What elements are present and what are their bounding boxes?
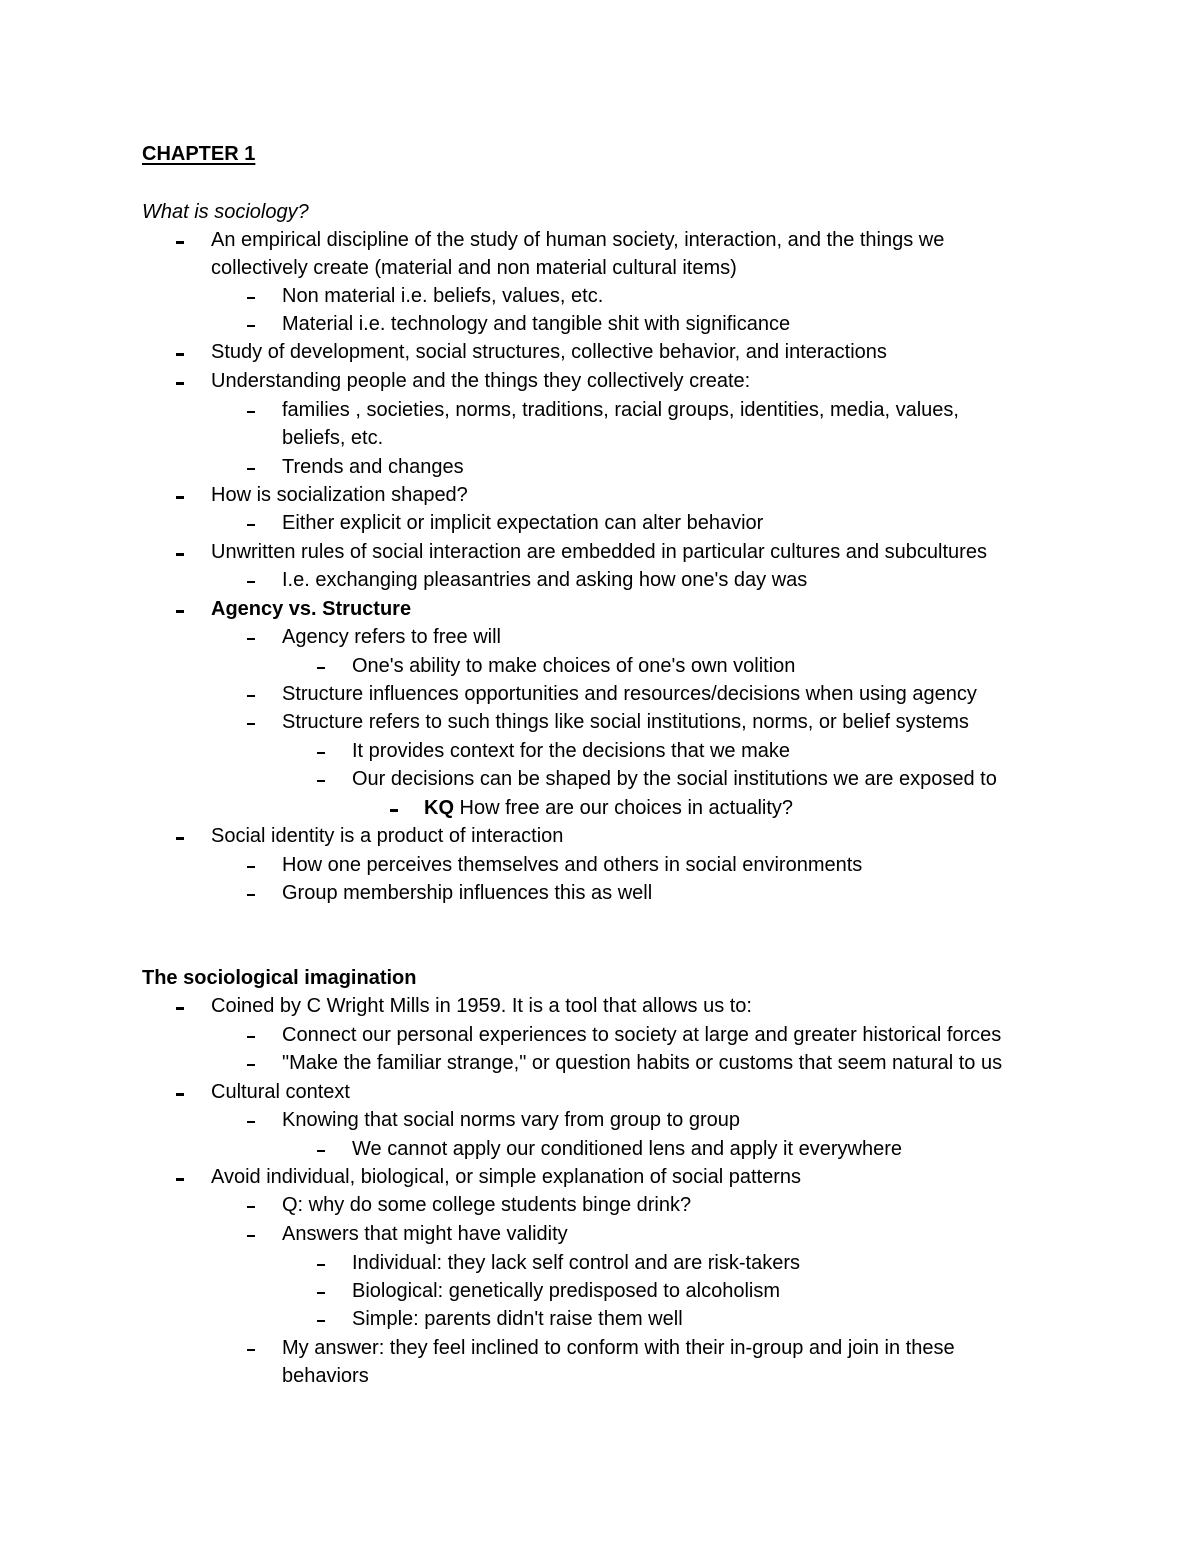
- list-item-agency-structure: Agency vs. Structure: [211, 598, 412, 620]
- list-item: Unwritten rules of social interaction are embedded in particular cultures and subcultures: [211, 541, 987, 563]
- list-item-continuation: collectively create (material and non material cultural items): [211, 257, 737, 279]
- bullet-dash: [176, 382, 184, 385]
- list-item: Q: why do some college students binge drink?: [282, 1194, 692, 1216]
- list-item: Either explicit or implicit expectation can alter behavior: [282, 512, 764, 534]
- list-item: I.e. exchanging pleasantries and asking how one's day was: [282, 569, 808, 591]
- list-item: Knowing that social norms vary from group to group: [282, 1109, 740, 1131]
- bullet-dash: [317, 1264, 325, 1266]
- kq-label: KQ: [424, 797, 454, 819]
- bullet-dash: [247, 1036, 255, 1038]
- list-item: How one perceives themselves and others in social environments: [282, 854, 863, 876]
- list-item: Non material i.e. beliefs, values, etc.: [282, 285, 604, 307]
- bullet-dash: [247, 1235, 255, 1237]
- bullet-dash: [247, 581, 255, 583]
- bullet-dash: [317, 752, 325, 754]
- list-item: Structure influences opportunities and resources/decisions when using agency: [282, 683, 977, 705]
- bullet-dash: [176, 1007, 184, 1010]
- bullet-dash: [176, 496, 184, 499]
- list-item-kq: [424, 794, 793, 822]
- bullet-dash: [247, 695, 255, 697]
- bullet-dash: [176, 353, 184, 356]
- list-item: Structure refers to such things like social institutions, norms, or belief systems: [282, 711, 969, 733]
- bullet-dash: [317, 1150, 325, 1152]
- list-item-continuation: behaviors: [282, 1365, 369, 1387]
- bullet-dash: [390, 809, 398, 812]
- list-item: Agency refers to free will: [282, 626, 501, 648]
- bullet-dash: [247, 1121, 255, 1123]
- bullet-dash: [176, 553, 184, 556]
- list-item: families , societies, norms, traditions, racial groups, identities, media, values,: [282, 399, 959, 421]
- bullet-dash: [317, 780, 325, 782]
- list-item: "Make the familiar strange," or question habits or customs that seem natural to us: [282, 1052, 1003, 1074]
- bullet-dash: [317, 667, 325, 669]
- list-item-continuation: beliefs, etc.: [282, 427, 384, 449]
- bullet-dash: [247, 524, 255, 526]
- list-item: Group membership influences this as well: [282, 882, 653, 904]
- list-item: Simple: parents didn't raise them well: [352, 1308, 683, 1330]
- list-item: We cannot apply our conditioned lens and apply it everywhere: [352, 1138, 902, 1160]
- list-item: Answers that might have validity: [282, 1223, 568, 1245]
- list-item: Biological: genetically predisposed to alcoholism: [352, 1280, 781, 1302]
- list-item: My answer: they feel inclined to conform with their in-group and join in these: [282, 1337, 955, 1359]
- bullet-dash: [247, 325, 255, 327]
- list-item: Material i.e. technology and tangible shit with significance: [282, 313, 791, 335]
- bullet-dash: [247, 1064, 255, 1066]
- section-heading-what-is-sociology: What is sociology?: [142, 201, 309, 223]
- bullet-dash: [247, 723, 255, 725]
- bullet-dash: [317, 1292, 325, 1294]
- chapter-title: CHAPTER 1: [142, 143, 256, 165]
- bullet-dash: [247, 468, 255, 470]
- bullet-dash: [247, 1206, 255, 1208]
- list-item: Trends and changes: [282, 456, 464, 478]
- list-item: Individual: they lack self control and are risk-takers: [352, 1252, 800, 1274]
- kq-question: How free are our choices in actuality?: [454, 797, 794, 819]
- list-item: It provides context for the decisions that we make: [352, 740, 790, 762]
- list-item: How is socialization shaped?: [211, 484, 468, 506]
- bullet-dash: [317, 1320, 325, 1322]
- bullet-dash: [247, 866, 255, 868]
- list-item: Avoid individual, biological, or simple explanation of social patterns: [211, 1166, 801, 1188]
- bullet-dash: [247, 894, 255, 896]
- list-item: Coined by C Wright Mills in 1959. It is a tool that allows us to:: [211, 995, 752, 1017]
- list-item: Connect our personal experiences to society at large and greater historical forces: [282, 1024, 1002, 1046]
- bullet-dash: [176, 837, 184, 840]
- list-item: An empirical discipline of the study of human society, interaction, and the things we: [211, 229, 945, 251]
- bullet-dash: [247, 297, 255, 299]
- bullet-dash: [247, 638, 255, 640]
- bullet-dash: [247, 411, 255, 413]
- list-item: Our decisions can be shaped by the social institutions we are exposed to: [352, 768, 997, 790]
- section-heading-sociological-imagination: The sociological imagination: [142, 967, 417, 989]
- list-item: One's ability to make choices of one's own volition: [352, 655, 796, 677]
- bullet-dash: [176, 241, 184, 244]
- list-item: Study of development, social structures, collective behavior, and interactions: [211, 341, 887, 363]
- bullet-dash: [176, 1093, 184, 1096]
- bullet-dash: [176, 610, 184, 613]
- bullet-dash: [247, 1349, 255, 1351]
- bullet-dash: [176, 1178, 184, 1181]
- list-item: Understanding people and the things they collectively create:: [211, 370, 751, 392]
- list-item: Social identity is a product of interaction: [211, 825, 564, 847]
- list-item: Cultural context: [211, 1081, 350, 1103]
